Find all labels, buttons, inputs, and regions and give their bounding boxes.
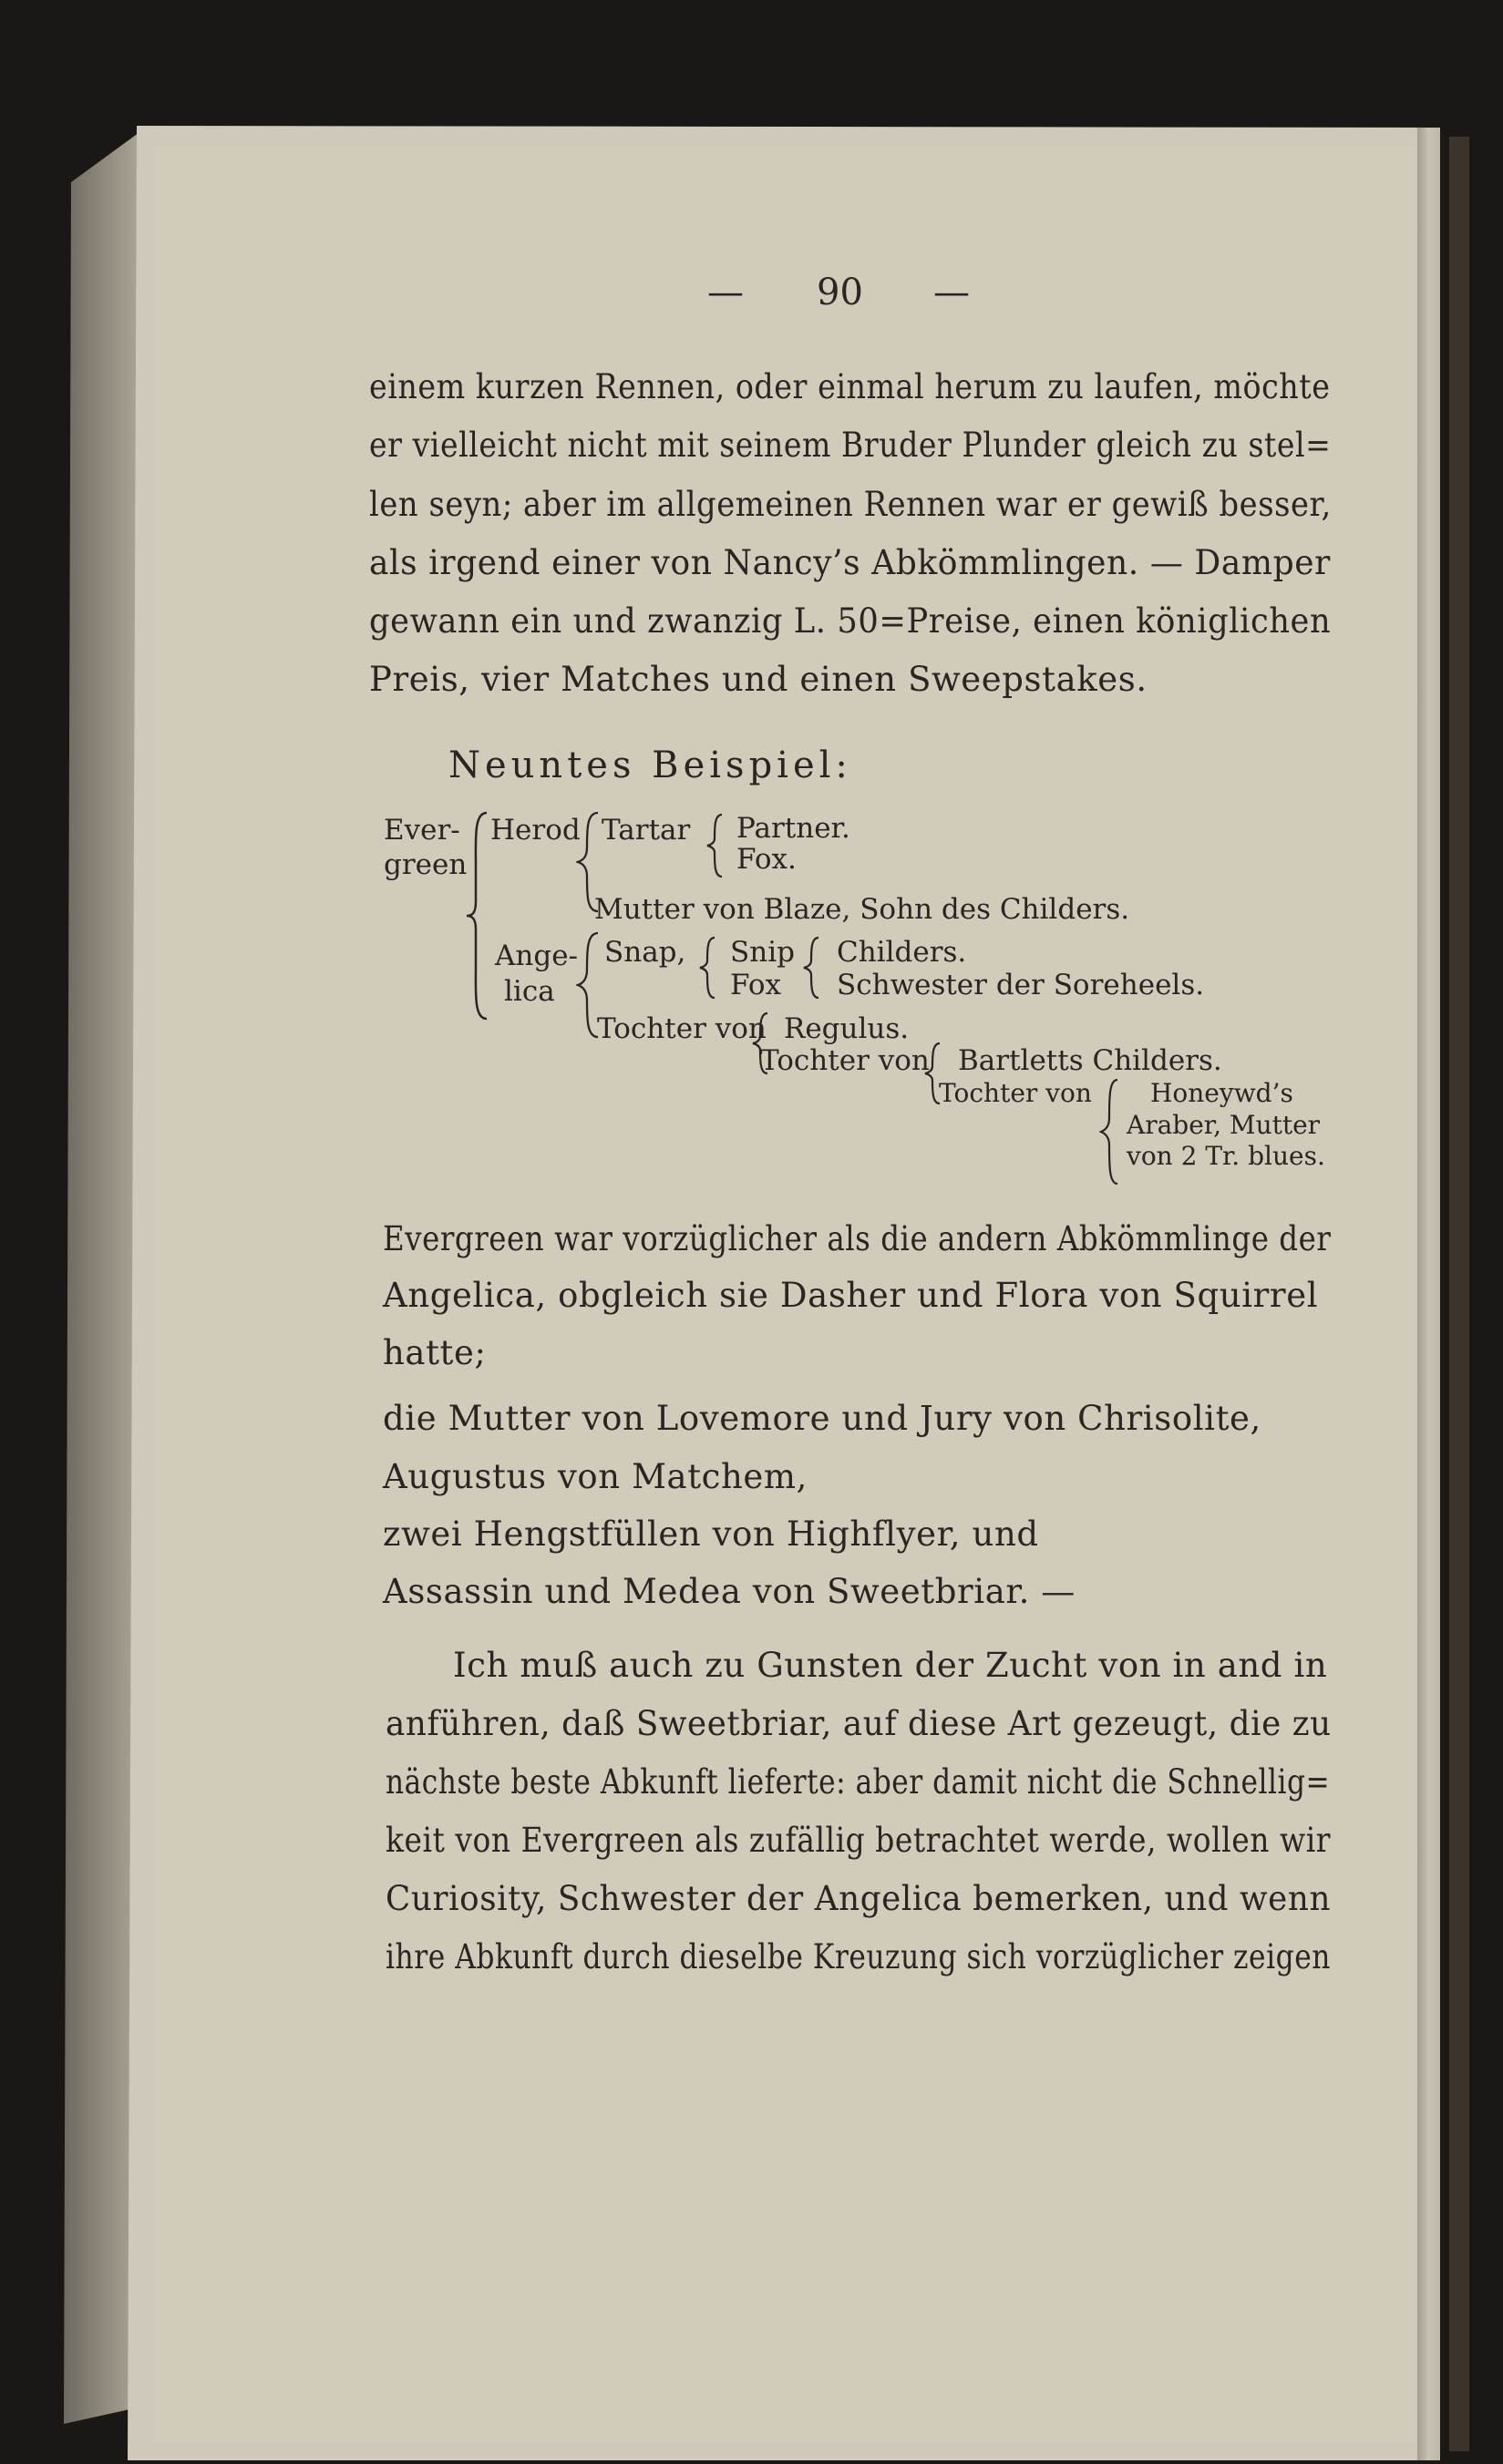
paragraph-3-line-4: keit von Evergreen als zufällig betrachtet werde, wollen wir xyxy=(386,1821,1332,1860)
pedigree-bartletts: Bartletts Childers. xyxy=(958,1044,1222,1077)
pedigree-brace-snap xyxy=(698,936,718,1000)
pedigree-root-line-1: Ever- xyxy=(384,814,460,847)
pedigree-von-2-tr-blues: von 2 Tr. blues. xyxy=(1127,1141,1325,1171)
paragraph-1-line-6: Preis, vier Matches und einen Sweepstakes. xyxy=(369,660,1148,699)
pedigree-brace-root xyxy=(465,811,492,1021)
pedigree-mutter-line: Mutter von Blaze, Sohn des Childers. xyxy=(594,893,1130,926)
pedigree-fox-2: Fox xyxy=(730,969,781,1001)
pedigree-brace-snip xyxy=(802,936,822,1000)
pedigree-childers: Childers. xyxy=(837,936,967,969)
paragraph-1-line-1: einem kurzen Rennen, oder einmal herum zu laufen, möchte xyxy=(369,367,1331,406)
paragraph-2-line-2: Angelica, obgleich sie Dasher und Flora von Squirrel xyxy=(383,1276,1319,1315)
pedigree-snap: Snap, xyxy=(604,936,686,969)
pedigree-araber: Araber, Mutter xyxy=(1127,1110,1321,1140)
paragraph-3-line-1: Ich muß auch zu Gunsten der Zucht von in and in xyxy=(453,1646,1328,1685)
pedigree-dam-line-1: Ange- xyxy=(495,939,579,972)
paragraph-3-line-6: ihre Abkunft durch dieselbe Kreuzung sich vorzüglicher zeigen xyxy=(386,1937,1331,1976)
paragraph-2-line-6: zwei Hengstfüllen von Highflyer, und xyxy=(383,1514,1039,1554)
header-dash-right: — xyxy=(933,272,970,313)
pedigree-tartar: Tartar xyxy=(602,814,691,847)
pedigree-schwester: Schwester der Soreheels. xyxy=(837,969,1205,1001)
paragraph-1-line-2: er vielleicht nicht mit seinem Bruder Plunder gleich zu stel= xyxy=(369,426,1332,465)
paragraph-3-line-2: anführen, daß Sweetbriar, auf diese Art gezeugt, die zu xyxy=(386,1704,1332,1743)
paragraph-3-line-3: nächste beste Abkunft lieferte: aber damit nicht die Schnellig= xyxy=(386,1762,1331,1802)
pedigree-tochter-von-3: Tochter von xyxy=(939,1078,1092,1108)
paragraph-2-line-3: hatte; xyxy=(383,1333,487,1372)
paragraph-2-line-5: Augustus von Matchem, xyxy=(383,1457,808,1496)
paragraph-2-line-1: Evergreen war vorzüglicher als die andern Abkömmlinge der xyxy=(383,1219,1332,1258)
pedigree-dam-line-2: lica xyxy=(504,975,555,1008)
paragraph-1-line-5: gewann ein und zwanzig L. 50=Preise, einen königlichen xyxy=(369,601,1332,641)
pedigree-fox: Fox. xyxy=(736,843,797,876)
pedigree-partner: Partner. xyxy=(736,812,850,845)
pedigree-tochter-von-1: Tochter von xyxy=(597,1012,767,1045)
pedigree-honeywood: Honeywd’s xyxy=(1150,1078,1293,1108)
page-number: 90 xyxy=(817,272,863,313)
section-heading: Neuntes Beispiel: xyxy=(448,744,852,786)
pedigree-brace-tartar xyxy=(705,813,726,878)
paragraph-2-line-4: die Mutter von Lovemore und Jury von Chrisolite, xyxy=(383,1399,1261,1438)
pedigree-tochter-von-2: Tochter von xyxy=(760,1044,930,1077)
paragraph-2-line-7: Assassin und Medea von Sweetbriar. — xyxy=(383,1572,1076,1611)
pedigree-snip: Snip xyxy=(730,936,795,969)
spine-strip xyxy=(1417,128,1440,2460)
pedigree-sire: Herod xyxy=(490,814,581,847)
paragraph-3-line-5: Curiosity, Schwester der Angelica bemerken, und wenn xyxy=(386,1879,1332,1918)
pedigree-brace-tochter-3 xyxy=(1099,1078,1121,1186)
pedigree-regulus: Regulus. xyxy=(784,1012,910,1045)
pedigree-root-line-2: green xyxy=(384,848,468,881)
header-dash-left: — xyxy=(707,272,744,313)
paragraph-1-line-3: len seyn; aber im allgemeinen Rennen war er gewiß besser, xyxy=(369,485,1332,524)
paragraph-1-line-4: als irgend einer von Nancy’s Abkömmlingen. — Damper xyxy=(369,543,1331,582)
